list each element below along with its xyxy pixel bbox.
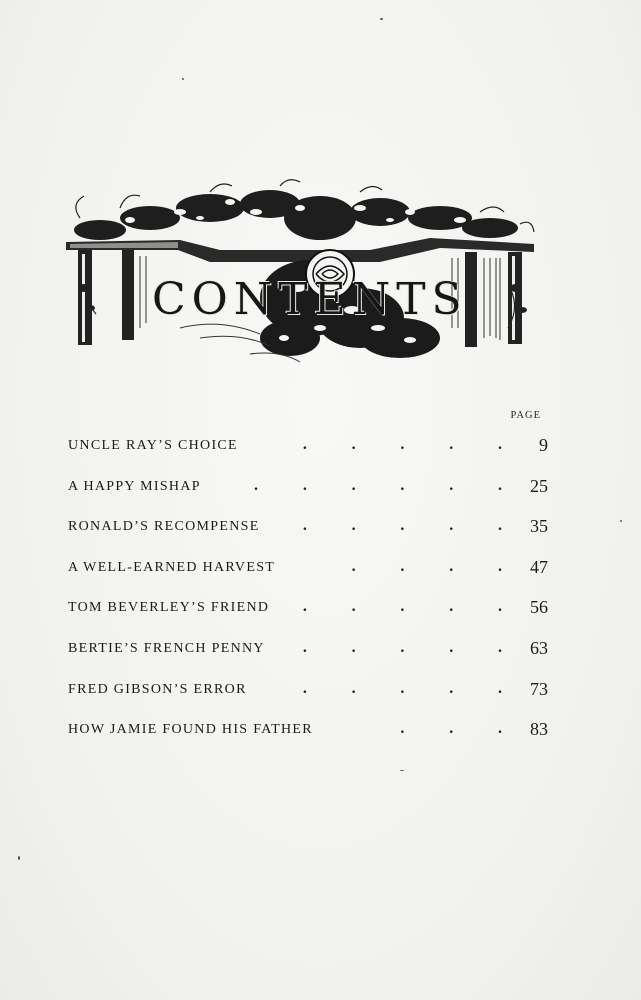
paper-speck: [620, 520, 622, 522]
dot-leader: [258, 517, 502, 535]
paper-speck: [18, 856, 20, 860]
toc-entry-title: BERTIE’S FRENCH PENNY: [68, 640, 265, 656]
leader-dot: .: [351, 517, 356, 535]
toc-entry: [68, 513, 548, 554]
leader-dot: .: [449, 436, 454, 453]
leader-dot: .: [400, 598, 405, 616]
paper-speck: [380, 18, 383, 20]
page-column-label: PAGE: [510, 410, 541, 421]
leader-dot: .: [498, 598, 502, 616]
leader-dot: .: [449, 598, 454, 616]
leader-dot: .: [498, 517, 502, 535]
dot-leader: [258, 639, 502, 657]
leader-dot: .: [449, 720, 454, 738]
toc-entry-page-number: 47: [530, 556, 548, 577]
toc-entry: [68, 554, 548, 595]
leader-dot: .: [400, 679, 405, 697]
contents-title: CONTENTS: [152, 274, 468, 325]
leader-dot: .: [254, 476, 259, 494]
leader-dot: .: [449, 679, 454, 697]
leader-dot: .: [302, 517, 307, 535]
leader-dot: .: [351, 476, 356, 494]
toc-entry: [68, 676, 548, 717]
dot-leader: [209, 477, 502, 495]
leader-dot: .: [449, 517, 454, 535]
leader-dot: .: [302, 476, 307, 494]
leader-dot: .: [400, 720, 405, 738]
toc-entry-page-number: 73: [530, 678, 548, 699]
toc-entry: [68, 716, 548, 757]
leader-dot: .: [302, 598, 307, 616]
dot-leader: [258, 436, 502, 454]
leader-dot: .: [498, 436, 502, 453]
leader-dot: .: [351, 598, 356, 616]
toc-entry-page-number: 63: [530, 637, 548, 658]
leader-dot: .: [400, 638, 405, 656]
toc-entry-page-number: 35: [530, 516, 548, 537]
paper-speck: [400, 770, 404, 771]
dot-leader: [258, 598, 502, 616]
leader-dot: .: [498, 557, 502, 575]
dot-leader: [307, 558, 502, 576]
leader-dot: .: [302, 638, 307, 656]
leader-dot: .: [498, 638, 502, 656]
leader-dot: .: [400, 436, 405, 453]
toc-entry-title: FRED GIBSON’S ERROR: [68, 681, 247, 697]
leader-dot: .: [351, 557, 356, 575]
foliage-engraving: [60, 178, 540, 368]
leader-dot: .: [302, 679, 307, 697]
leader-dot: .: [498, 720, 502, 738]
leader-dot: .: [400, 476, 405, 494]
toc-entry-title: UNCLE RAY’S CHOICE: [68, 438, 238, 453]
toc-entry: [68, 635, 548, 676]
leader-dot: .: [449, 557, 454, 575]
dot-leader: [258, 680, 502, 698]
toc-entry-title: RONALD’S RECOMPENSE: [68, 519, 260, 535]
toc-entry: [68, 432, 548, 473]
leader-dot: .: [498, 476, 502, 494]
paper-speck: [182, 78, 184, 80]
leader-dot: .: [449, 638, 454, 656]
toc-entry-title: A HAPPY MISHAP: [68, 478, 201, 494]
leader-dot: .: [400, 557, 405, 575]
toc-entry-title: A WELL-EARNED HARVEST: [68, 559, 276, 575]
leader-dot: .: [498, 679, 502, 697]
toc-entry-page-number: 9: [539, 435, 548, 455]
leader-dot: .: [449, 476, 454, 494]
leader-dot: .: [351, 638, 356, 656]
toc-entry-page-number: 83: [530, 719, 548, 740]
toc-entry-page-number: 25: [530, 475, 548, 496]
dot-leader: [356, 720, 502, 738]
leader-dot: .: [351, 679, 356, 697]
leader-dot: .: [400, 517, 405, 535]
table-of-contents: [68, 432, 548, 757]
leader-dot: .: [302, 436, 307, 453]
toc-entry-title: HOW JAMIE FOUND HIS FATHER: [68, 722, 313, 738]
toc-entry: [68, 594, 548, 635]
leader-dot: .: [351, 436, 356, 453]
contents-header-illustration: [60, 178, 540, 368]
toc-entry-page-number: 56: [530, 597, 548, 618]
toc-entry-title: TOM BEVERLEY’S FRIEND: [68, 600, 270, 616]
toc-entry: [68, 473, 548, 514]
